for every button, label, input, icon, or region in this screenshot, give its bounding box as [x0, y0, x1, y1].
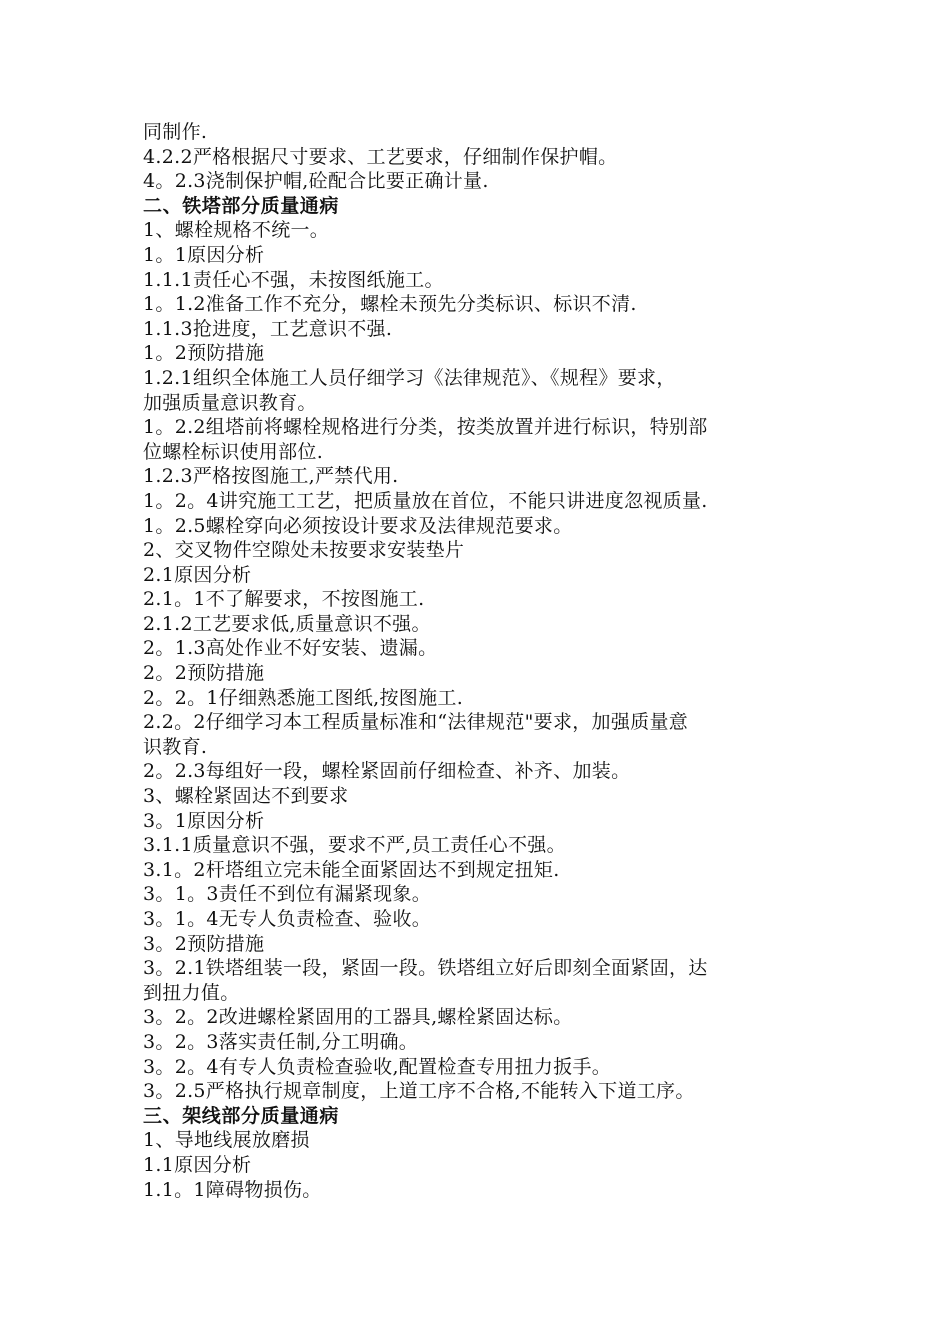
text-line: 3、螺栓紧固达不到要求: [143, 785, 349, 808]
text-line: 3。1。3责任不到位有漏紧现象。: [143, 883, 432, 906]
text-line: 1.2.1组织全体施工人员仔细学习《法律规范》、《规程》要求，: [143, 366, 676, 389]
text-line: 3。2。2改进螺栓紧固用的工器具,螺栓紧固达标。: [143, 1006, 573, 1029]
text-line: 1、螺栓规格不统一。: [143, 219, 330, 242]
text-line: 2.1.2工艺要求低,质量意识不强。: [143, 612, 431, 635]
text-line: 3。1原因分析: [143, 809, 265, 832]
text-line: 1。2。4讲究施工工艺，把质量放在首位，不能只讲进度忽视质量.: [143, 489, 708, 512]
text-line: 3。2。4有专人负责检查验收,配置检查专用扭力扳手。: [143, 1055, 612, 1078]
text-line: 2。1.3高处作业不好安装、遗漏。: [143, 637, 438, 660]
text-line: 1.2.3严格按图施工,严禁代用.: [143, 465, 399, 488]
text-line: 3。2.1铁塔组装一段，紧固一段。铁塔组立好后即刻全面紧固，达: [143, 957, 708, 980]
text-line: 2.1。1不了解要求，不按图施工.: [143, 588, 425, 611]
text-line: 1。2预防措施: [143, 342, 265, 365]
text-line: 4。2.3浇制保护帽,砼配合比要正确计量.: [143, 170, 489, 193]
text-line: 2。2.3每组好一段，螺栓紧固前仔细检查、补齐、加装。: [143, 760, 631, 783]
text-line: 3。2.5严格执行规章制度，上道工序不合格,不能转入下道工序。: [143, 1080, 695, 1103]
document-page: [143, 120, 823, 1202]
text-line: 到扭力值。: [143, 981, 240, 1004]
text-line: 3。1。4无专人负责检查、验收。: [143, 908, 432, 930]
text-line: 3.1.1质量意识不强，要求不严,员工责任心不强。: [143, 834, 566, 857]
text-line: 1。2.5螺栓穿向必须按设计要求及法律规范要求。: [143, 514, 573, 537]
text-line: 3。2预防措施: [143, 932, 265, 955]
text-line: 1、导地线展放磨损: [143, 1129, 310, 1152]
section-heading: 三、架线部分质量通病: [143, 1104, 340, 1127]
text-line: 3.1。2杆塔组立完未能全面紧固达不到规定扭矩.: [143, 858, 560, 881]
text-line: 1。2.2组塔前将螺栓规格进行分类，按类放置并进行标识，特别部: [143, 416, 708, 439]
text-line: 加强质量意识教育。: [143, 391, 317, 414]
text-line: 3。2。3落实责任制,分工明确。: [143, 1030, 419, 1053]
section-heading: 二、铁塔部分质量通病: [143, 194, 340, 217]
text-line: 2。2。1仔细熟悉施工图纸,按图施工.: [143, 686, 464, 709]
text-line: 4.2.2严格根据尺寸要求、工艺要求，仔细制作保护帽。: [143, 145, 618, 168]
text-line: 位螺栓标识使用部位.: [143, 440, 324, 463]
text-line: 2.1原因分析: [143, 563, 252, 586]
text-line: 1.1原因分析: [143, 1153, 252, 1176]
text-line: 1。1原因分析: [143, 243, 265, 266]
text-line: 1.1.1责任心不强，未按图纸施工。: [143, 268, 444, 291]
text-line: 1.1。1障碍物损伤。: [143, 1178, 322, 1201]
text-line: 2、交叉物件空隙处未按要求安装垫片: [143, 539, 465, 562]
text-line: 2。2预防措施: [143, 662, 265, 685]
text-line: 2.2。2仔细学习本工程质量标准和“法律规范"要求，加强质量意: [143, 711, 689, 734]
text-line: 识教育.: [143, 735, 208, 758]
text-line: 1.1.3抢进度，工艺意识不强.: [143, 317, 393, 340]
text-line: 1。1.2准备工作不充分，螺栓未预先分类标识、标识不清.: [143, 293, 637, 316]
text-line: 同制作.: [143, 121, 208, 143]
